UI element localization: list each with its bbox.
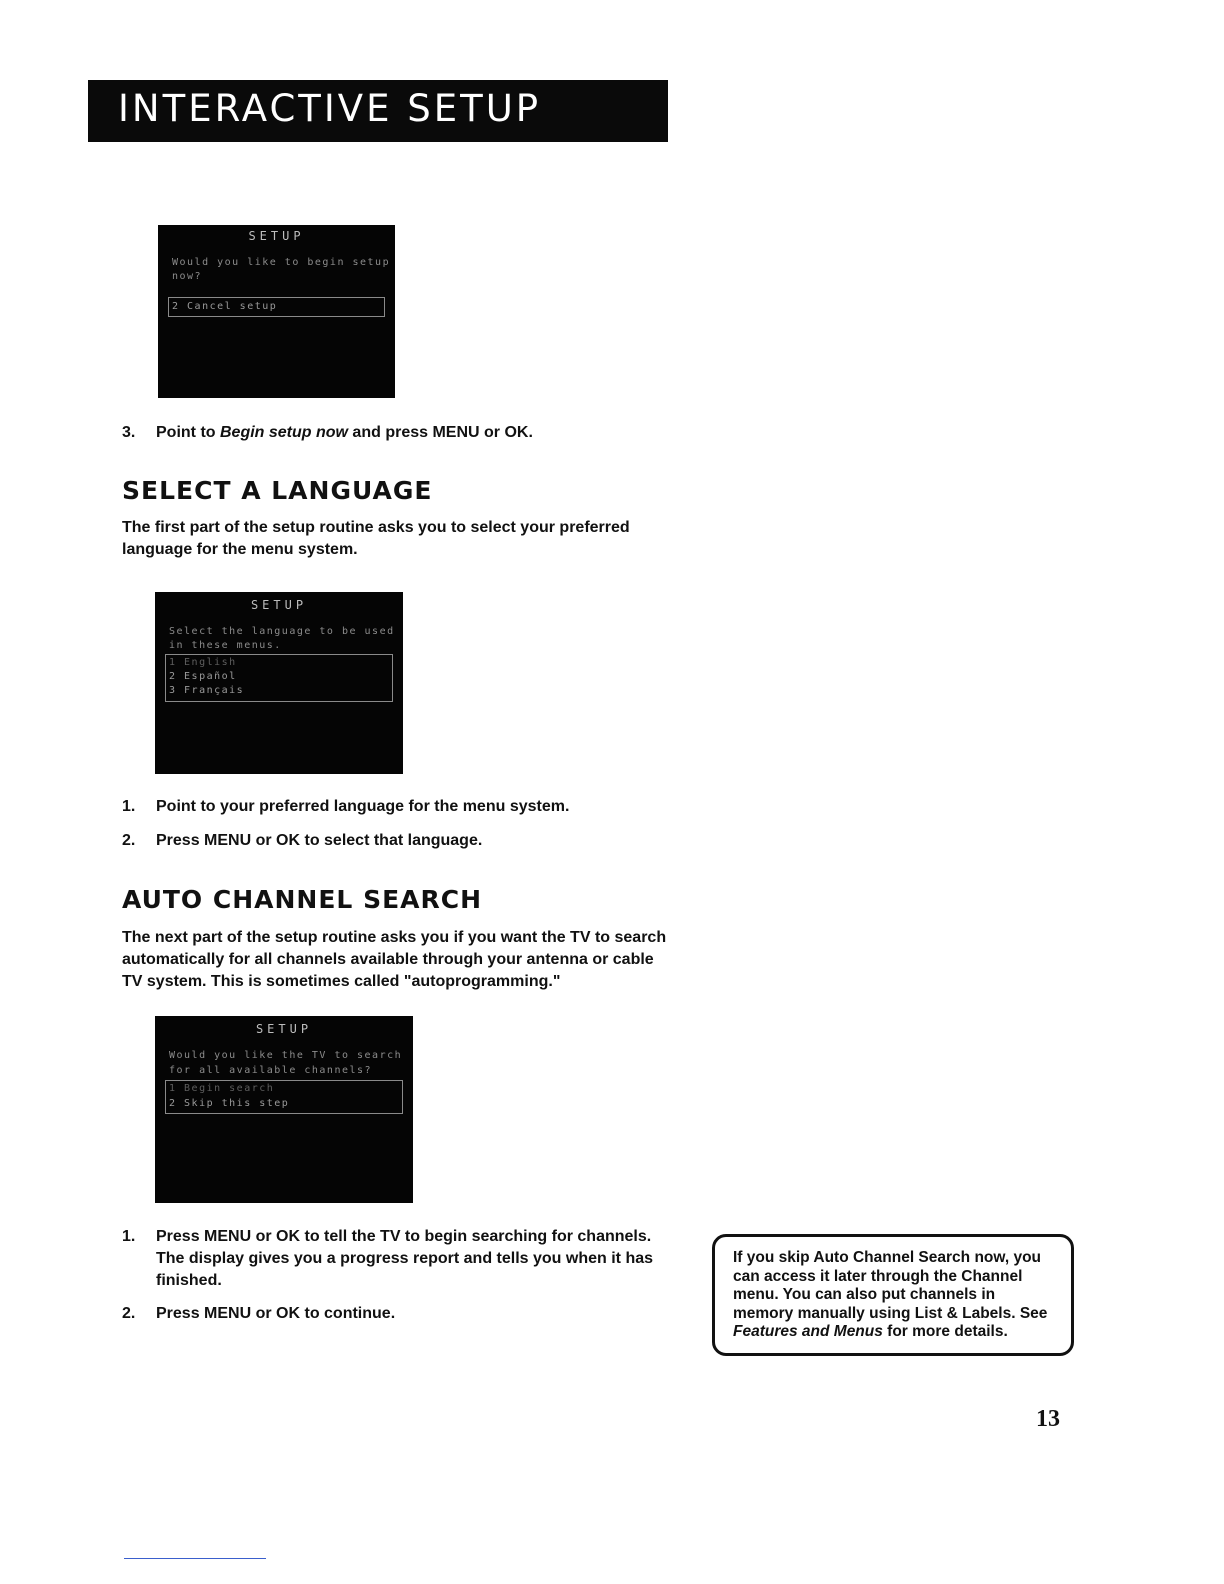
screen-title: SETUP bbox=[248, 229, 305, 243]
screen-option: 1 English bbox=[169, 657, 237, 668]
screen-line: in these menus. bbox=[169, 640, 282, 651]
screen-line: for all available channels? bbox=[169, 1065, 373, 1076]
screen-option: 2 Skip this step bbox=[169, 1098, 290, 1109]
tv-screen-language bbox=[155, 592, 403, 774]
step-text: Point to Begin setup now and press MENU or OK. bbox=[156, 424, 533, 441]
step-number: 1. bbox=[122, 1228, 136, 1245]
screen-title: SETUP bbox=[255, 1022, 313, 1036]
step-text: Press MENU or OK to select that language. bbox=[156, 832, 483, 849]
step-number: 2. bbox=[122, 1305, 136, 1322]
page-title: INTERACTIVE SETUP bbox=[118, 87, 542, 130]
screen-option: 2 Cancel setup bbox=[172, 301, 278, 312]
screen-line: Would you like to begin setup bbox=[172, 257, 391, 268]
step-text: Point to your preferred language for the menu system. bbox=[156, 798, 570, 815]
step-text: Press MENU or OK to tell the TV to begin searching for channels. The display gives you a progress report and tells you when it has finished. bbox=[156, 1228, 654, 1289]
screen-option: 1 Begin search bbox=[169, 1083, 275, 1094]
heading-auto-channel-search: AUTO CHANNEL SEARCH bbox=[122, 885, 483, 914]
step-number: 1. bbox=[122, 798, 136, 815]
footer-rule bbox=[124, 1558, 266, 1559]
screen-line: now? bbox=[172, 271, 203, 282]
step-number: 2. bbox=[122, 832, 136, 849]
step-number: 3. bbox=[122, 424, 136, 441]
tv-screen-begin-setup bbox=[158, 225, 395, 398]
intro-auto-channel: The next part of the setup routine asks you if you want the TV to search automatically for all channels available through your antenna or cable TV system. This is sometimes called "autoprogramming." bbox=[122, 929, 667, 990]
tv-screen-channel-search bbox=[155, 1016, 413, 1203]
screen-option: 3 Français bbox=[169, 685, 245, 696]
tip-text: If you skip Auto Channel Search now, you can access it later through the Channel menu. You can also put channels in memory manually using List & Labels. See Features and Menus for more details. bbox=[733, 1249, 1048, 1340]
section-banner bbox=[88, 80, 668, 142]
screen-line: Would you like the TV to search bbox=[169, 1050, 403, 1061]
heading-select-language: SELECT A LANGUAGE bbox=[122, 476, 433, 505]
screen-option: 2 Español bbox=[169, 671, 237, 682]
intro-select-language: The first part of the setup routine asks you to select your preferred language for the menu system. bbox=[122, 519, 630, 558]
tip-box bbox=[712, 1234, 1074, 1356]
screen-line: Select the language to be used bbox=[169, 626, 395, 637]
screen-title: SETUP bbox=[250, 598, 308, 612]
step-text: Press MENU or OK to continue. bbox=[156, 1305, 396, 1322]
page-number: 13 bbox=[1036, 1406, 1060, 1432]
